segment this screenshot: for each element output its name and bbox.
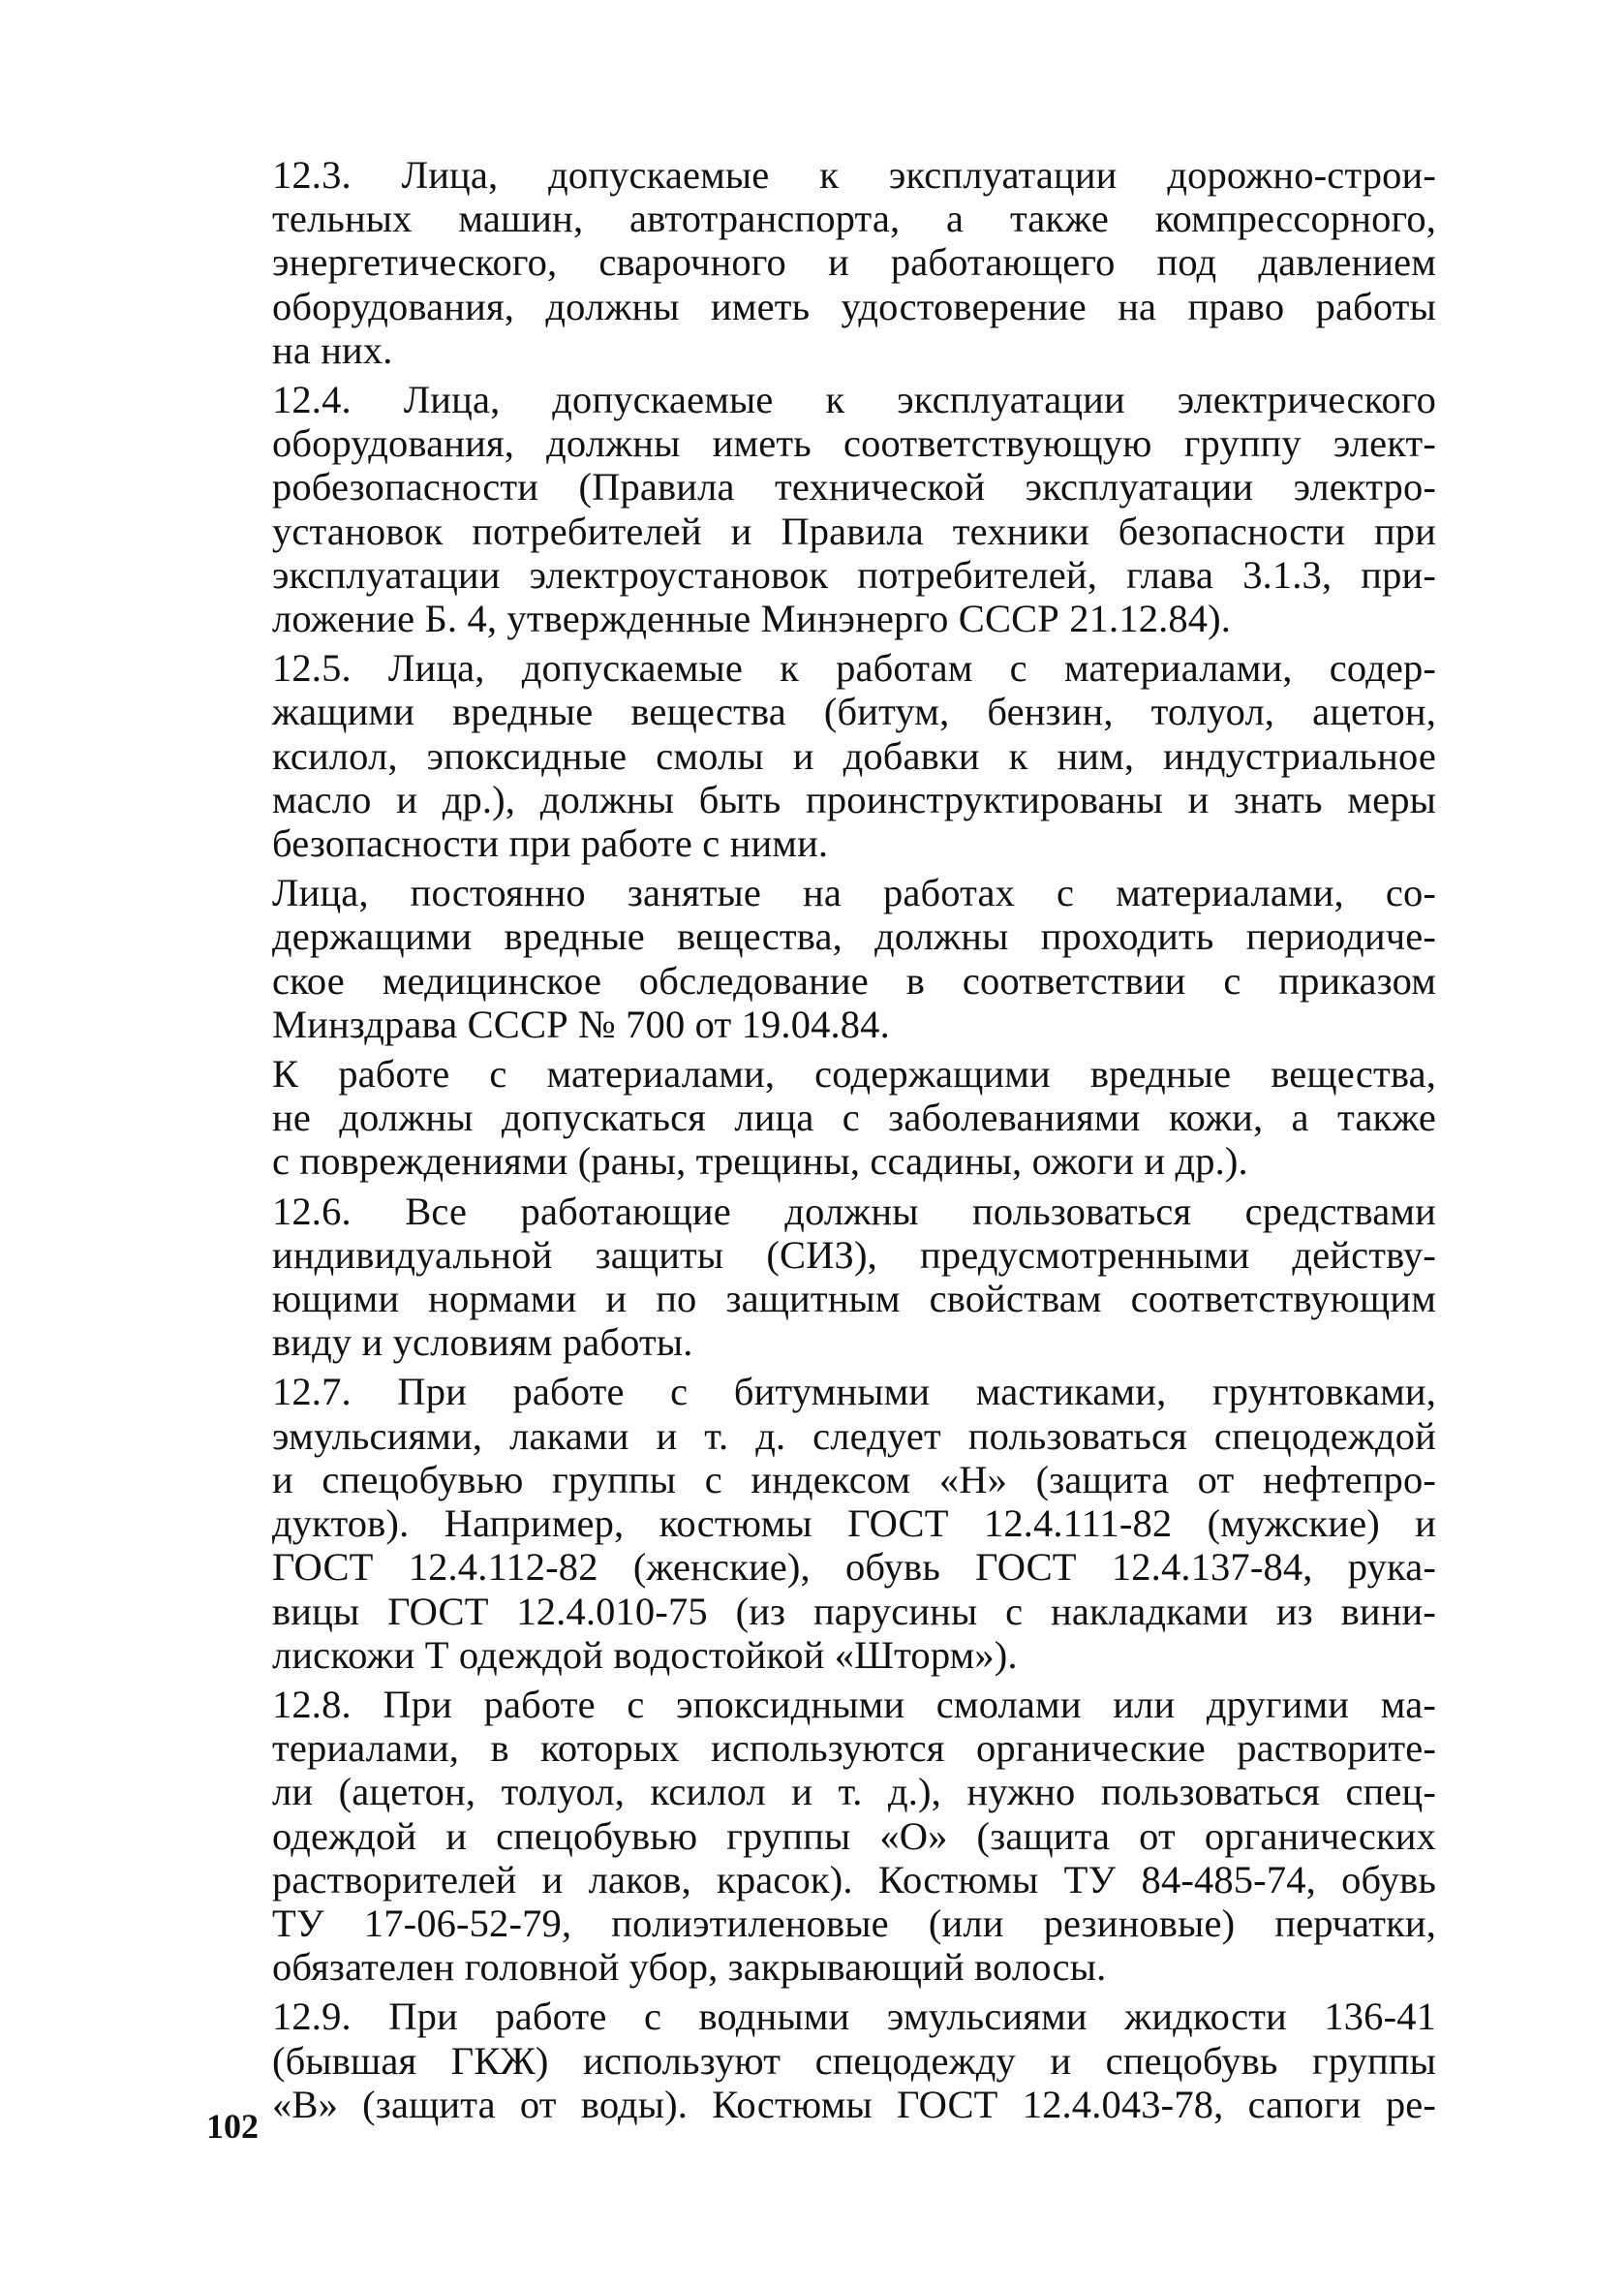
text-line: растворителей и лаков, красок). Костюмы ТУ 84-485-74, обувь bbox=[272, 1857, 1436, 1902]
text-line: держащими вредные вещества, должны проходить периодиче- bbox=[272, 914, 1436, 959]
paragraph-12-5-medical bbox=[206, 871, 1436, 1046]
text-line: обязателен головной убор, закрывающий волосы. bbox=[272, 1945, 1107, 1990]
text-line: установок потребителей и Правила техники безопасности при bbox=[272, 509, 1436, 553]
paragraph-12-4 bbox=[206, 378, 1436, 640]
text-line: не должны допускаться лица с заболеваниями кожи, а также bbox=[272, 1096, 1436, 1140]
paragraph-12-7 bbox=[206, 1370, 1436, 1676]
page-number: 102 bbox=[206, 2107, 259, 2146]
text-line: «В» (защита от воды). Костюмы ГОСТ 12.4.043-78, сапоги ре- bbox=[272, 2082, 1436, 2126]
text-line: виду и условиям работы. bbox=[272, 1320, 693, 1365]
text-line: ТУ 17-06-52-79, полиэтиленовые (или резиновые) перчатки, bbox=[272, 1901, 1436, 1945]
paragraph-12-5 bbox=[206, 646, 1436, 865]
text-line: 12.8. При работе с эпоксидными смолами или другими ма- bbox=[272, 1682, 1436, 1726]
text-line: ющими нормами и по защитным свойствам соответствующим bbox=[272, 1277, 1436, 1321]
text-line: тельных машин, автотранспорта, а также компрессорного, bbox=[272, 197, 1436, 241]
paragraph-12-9 bbox=[206, 1994, 1436, 2126]
text-line: Минздрава СССР № 700 от 19.04.84. bbox=[272, 1002, 890, 1046]
text-line: 12.7. При работе с битумными мастиками, грунтовками, bbox=[272, 1370, 1436, 1414]
text-line: с повреждениями (раны, трещины, ссадины, ожоги и др.). bbox=[272, 1139, 1248, 1184]
text-line: ложение Б. 4, утвержденные Минэнерго СССР 21.12.84). bbox=[272, 597, 1232, 641]
document-page bbox=[206, 153, 1436, 2132]
text-line: 12.4. Лица, допускаемые к эксплуатации электрического bbox=[272, 378, 1436, 422]
text-line: энергетического, сварочного и работающего под давлением bbox=[272, 240, 1436, 285]
text-line: и спецобувью группы с индексом «Н» (защита от нефтепро- bbox=[272, 1457, 1436, 1501]
text-line: жащими вредные вещества (битум, бензин, толуол, ацетон, bbox=[272, 690, 1436, 734]
text-line: ли (ацетон, толуол, ксилол и т. д.), нужно пользоваться спец- bbox=[272, 1770, 1436, 1814]
text-line: вицы ГОСТ 12.4.010-75 (из парусины с накладками из вини- bbox=[272, 1589, 1436, 1633]
text-line: безопасности при работе с ними. bbox=[272, 821, 829, 866]
text-line: робезопасности (Правила технической эксплуатации электро- bbox=[272, 465, 1436, 510]
text-line: одеждой и спецобувью группы «О» (защита от органических bbox=[272, 1813, 1436, 1858]
text-line: индивидуальной защиты (СИЗ), предусмотренными действу- bbox=[272, 1232, 1436, 1277]
text-line: Лица, постоянно занятые на работах с материалами, со- bbox=[272, 871, 1436, 915]
text-line: эксплуатации электроустановок потребителей, глава 3.1.3, при- bbox=[272, 552, 1436, 597]
paragraph-12-6 bbox=[206, 1190, 1436, 1365]
text-line: ское медицинское обследование в соответствии с приказом bbox=[272, 958, 1436, 1003]
text-line: масло и др.), должны быть проинструктированы и знать меры bbox=[272, 777, 1436, 821]
paragraph-12-3 bbox=[206, 153, 1436, 372]
text-line: К работе с материалами, содержащими вредные вещества, bbox=[272, 1052, 1436, 1097]
text-line: дуктов). Например, костюмы ГОСТ 12.4.111-82 (мужские) и bbox=[272, 1501, 1436, 1546]
text-line: 12.5. Лица, допускаемые к работам с материалами, содер- bbox=[272, 646, 1436, 691]
text-line: (бывшая ГКЖ) используют спецодежду и спецобувь группы bbox=[272, 2038, 1436, 2083]
text-line: 12.3. Лица, допускаемые к эксплуатации дорожно-строи- bbox=[272, 153, 1436, 197]
text-line: ГОСТ 12.4.112-82 (женские), обувь ГОСТ 12.4.137-84, рука- bbox=[272, 1545, 1436, 1590]
text-line: 12.6. Все работающие должны пользоваться средствами bbox=[272, 1189, 1436, 1233]
text-line: 12.9. При работе с водными эмульсиями жидкости 136-41 bbox=[272, 1994, 1436, 2039]
paragraph-12-5-restrictions bbox=[206, 1052, 1436, 1184]
text-line: лискожи Т одеждой водостойкой «Шторм»). bbox=[272, 1632, 1018, 1677]
text-line: эмульсиями, лаками и т. д. следует пользоваться спецодеждой bbox=[272, 1413, 1436, 1458]
paragraph-12-8 bbox=[206, 1683, 1436, 1989]
text-line: оборудования, должны иметь соответствующую группу элект- bbox=[272, 421, 1436, 466]
text-line: на них. bbox=[272, 327, 393, 372]
text-line: оборудования, должны иметь удостоверение на право работы bbox=[272, 284, 1436, 328]
text-line: ксилол, эпоксидные смолы и добавки к ним, индустриальное bbox=[272, 733, 1436, 778]
text-line: териалами, в которых используются органические растворите- bbox=[272, 1726, 1436, 1771]
